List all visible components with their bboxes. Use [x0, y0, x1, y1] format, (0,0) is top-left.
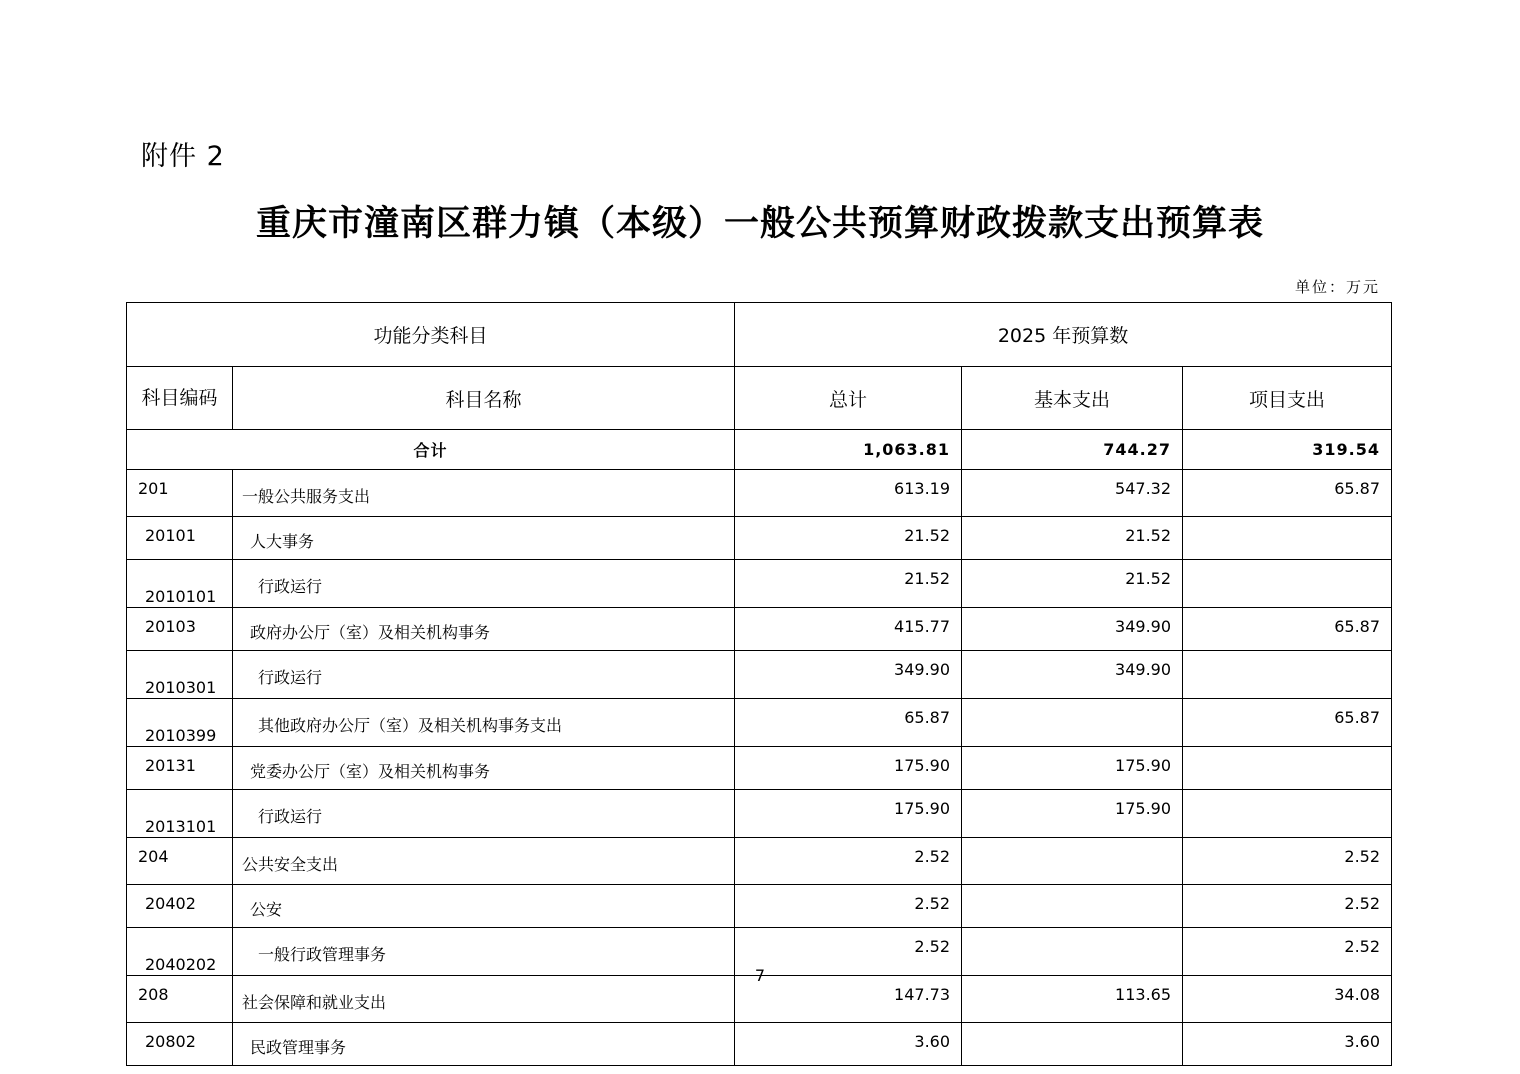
cell-code: 20101 [127, 517, 233, 560]
cell-code: 20402 [127, 885, 233, 928]
cell-code: 204 [127, 838, 233, 885]
cell-total: 2.52 [735, 838, 962, 885]
total-label: 合计 [127, 430, 735, 470]
cell-total: 175.90 [735, 790, 962, 838]
table-row [127, 651, 1392, 699]
table-row [127, 790, 1392, 838]
cell-name: 行政运行 [233, 651, 735, 699]
cell-project: 2.52 [1183, 885, 1392, 928]
cell-total: 2.52 [735, 885, 962, 928]
cell-code: 2013101 [127, 790, 233, 838]
cell-basic: 175.90 [962, 790, 1183, 838]
page-number: 7 [754, 966, 766, 985]
cell-name: 其他政府办公厅（室）及相关机构事务支出 [233, 699, 735, 747]
cell-project: 3.60 [1183, 1023, 1392, 1066]
table-row [127, 747, 1392, 790]
page-title: 重庆市潼南区群力镇（本级）一般公共预算财政拨款支出预算表 [255, 203, 1264, 244]
header-year-budget: 2025 年预算数 [735, 303, 1392, 367]
cell-total: 3.60 [735, 1023, 962, 1066]
cell-name: 一般行政管理事务 [233, 928, 735, 976]
cell-project: 2.52 [1183, 838, 1392, 885]
cell-basic: 175.90 [962, 747, 1183, 790]
total-total: 1,063.81 [735, 430, 962, 470]
cell-code: 208 [127, 976, 233, 1023]
cell-name: 一般公共服务支出 [233, 470, 735, 517]
cell-total: 147.73 [735, 976, 962, 1023]
cell-basic: 349.90 [962, 651, 1183, 699]
cell-code: 2040202 [127, 928, 233, 976]
cell-name: 党委办公厅（室）及相关机构事务 [233, 747, 735, 790]
cell-name: 社会保障和就业支出 [233, 976, 735, 1023]
cell-code: 2010101 [127, 560, 233, 608]
table-row [127, 517, 1392, 560]
cell-name: 民政管理事务 [233, 1023, 735, 1066]
cell-basic [962, 885, 1183, 928]
total-row [127, 430, 1392, 470]
cell-total: 415.77 [735, 608, 962, 651]
header-code: 科目编码 [127, 367, 233, 430]
table-row [127, 838, 1392, 885]
cell-name: 公安 [233, 885, 735, 928]
cell-name: 行政运行 [233, 790, 735, 838]
cell-project [1183, 790, 1392, 838]
cell-name: 人大事务 [233, 517, 735, 560]
cell-code: 2010399 [127, 699, 233, 747]
header-project: 项目支出 [1183, 367, 1392, 430]
cell-project [1183, 560, 1392, 608]
attachment-label: 附件 2 [141, 141, 225, 172]
cell-code: 20131 [127, 747, 233, 790]
cell-basic: 547.32 [962, 470, 1183, 517]
cell-total: 613.19 [735, 470, 962, 517]
table-row [127, 885, 1392, 928]
cell-name: 行政运行 [233, 560, 735, 608]
cell-project: 2.52 [1183, 928, 1392, 976]
cell-project [1183, 651, 1392, 699]
total-basic: 744.27 [962, 430, 1183, 470]
cell-basic [962, 1023, 1183, 1066]
cell-project: 65.87 [1183, 470, 1392, 517]
table-row [127, 470, 1392, 517]
header-basic: 基本支出 [962, 367, 1183, 430]
cell-code: 20802 [127, 1023, 233, 1066]
table-row [127, 1023, 1392, 1066]
cell-project: 65.87 [1183, 608, 1392, 651]
cell-code: 20103 [127, 608, 233, 651]
header-function-category: 功能分类科目 [127, 303, 735, 367]
budget-table [126, 302, 1392, 1066]
header-row-columns [127, 367, 1392, 430]
cell-project: 34.08 [1183, 976, 1392, 1023]
header-total: 总计 [735, 367, 962, 430]
cell-basic: 21.52 [962, 517, 1183, 560]
cell-total: 21.52 [735, 517, 962, 560]
cell-project: 65.87 [1183, 699, 1392, 747]
cell-basic: 113.65 [962, 976, 1183, 1023]
cell-basic [962, 699, 1183, 747]
table-row [127, 560, 1392, 608]
cell-code: 2010301 [127, 651, 233, 699]
cell-project [1183, 517, 1392, 560]
cell-name: 政府办公厅（室）及相关机构事务 [233, 608, 735, 651]
cell-total: 21.52 [735, 560, 962, 608]
cell-name: 公共安全支出 [233, 838, 735, 885]
table-row [127, 699, 1392, 747]
cell-total: 175.90 [735, 747, 962, 790]
cell-project [1183, 747, 1392, 790]
cell-code: 201 [127, 470, 233, 517]
table-row [127, 608, 1392, 651]
unit-label: 单位：万元 [1294, 278, 1380, 296]
header-row-group [127, 303, 1392, 367]
cell-basic: 349.90 [962, 608, 1183, 651]
total-project: 319.54 [1183, 430, 1392, 470]
cell-total: 349.90 [735, 651, 962, 699]
cell-basic [962, 838, 1183, 885]
cell-total: 65.87 [735, 699, 962, 747]
cell-basic: 21.52 [962, 560, 1183, 608]
header-name: 科目名称 [233, 367, 735, 430]
cell-total: 2.52 [735, 928, 962, 976]
